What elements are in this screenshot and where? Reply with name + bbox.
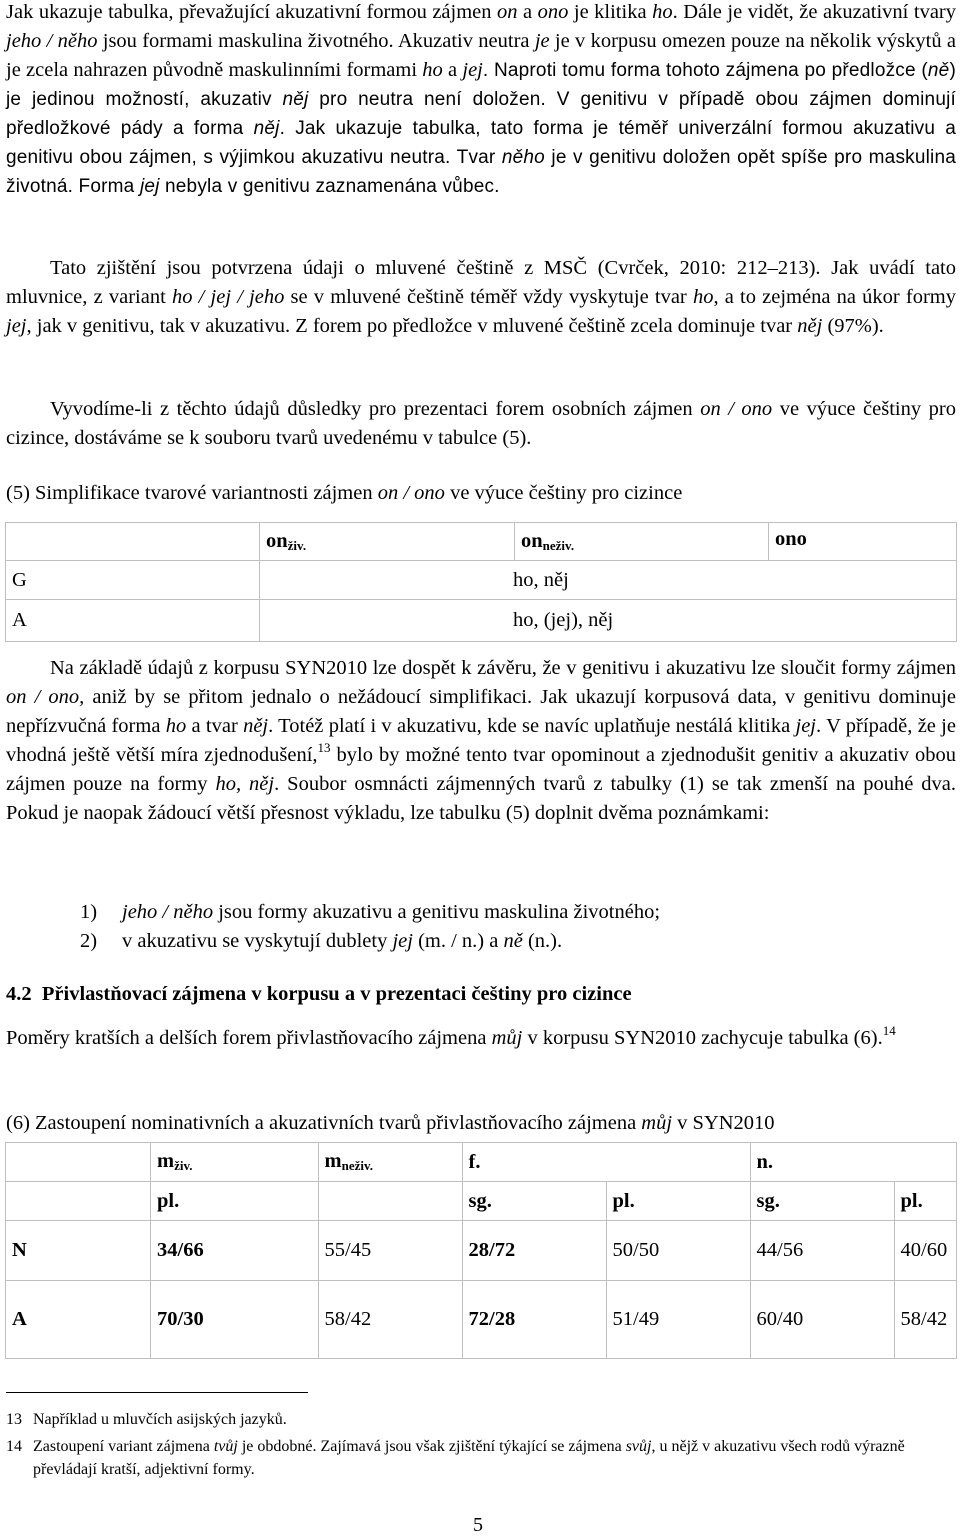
text: v korpusu SYN2010 zachycuje tabulka (6). xyxy=(522,1027,883,1049)
italic-term: můj xyxy=(491,1027,523,1049)
text: (6) Zastoupení nominativních a akuzativních tvarů přivlastňovacího zájmena xyxy=(6,1112,642,1134)
table-header-cell xyxy=(318,1182,462,1221)
text: . Naproti tomu forma tohoto zájmena po předložce ( xyxy=(482,60,928,81)
text: . V případě, že je vhodná ještě větší míra zjednodušení, xyxy=(6,715,956,766)
text: je v korpusu omezen pouze na několik výskytů a je zcela nahrazen původně maskulinními formami xyxy=(6,30,956,81)
table-corner-cell xyxy=(6,523,260,561)
list-item: 1) jeho / něho jsou formy akuzativu a genitivu maskulina životného; xyxy=(80,901,661,923)
table-cell: 58/42 xyxy=(318,1281,462,1359)
table-cell: 40/60 xyxy=(894,1221,956,1281)
table-cell: 34/66 xyxy=(151,1221,319,1281)
table-header-cell: $m_{živ.}$ xyxy=(151,1143,319,1182)
italic-term: jeho / něho xyxy=(6,30,98,52)
text: je klitika xyxy=(568,1,653,23)
text: . Jak ukazuje tabulka, tato forma je téměř univerzální formou akuzativu a genitivu obou zájmen, s výjimkou akuzativu neutra. Tvar xyxy=(6,118,957,168)
table-header-cell: f. xyxy=(462,1143,750,1182)
table-row-label: N xyxy=(6,1221,151,1281)
table-row-label: G xyxy=(6,561,260,600)
text: nebyla v genitivu zaznamenána vůbec. xyxy=(159,176,500,197)
text: se v mluvené češtině téměř vždy vyskytuje tvar xyxy=(284,286,693,308)
table-cell: 50/50 xyxy=(606,1221,750,1281)
text: je v genitivu doložen opět spíše pro maskulina životná. Forma xyxy=(6,147,956,197)
table-cell: 51/49 xyxy=(606,1281,750,1359)
table-header-cell: $m_{neživ.}$ xyxy=(318,1143,462,1182)
text: . Soubor osmnácti zájmenných tvarů z tabulky (1) se tak zmenší na pouhé dva. Pokud je naopak žádoucí větší přesnost výkladu, lze tabulku (5) doplnit dvěma poznámkami: xyxy=(6,773,957,824)
table-corner-cell xyxy=(6,1182,151,1221)
footnote-ref[interactable]: 13 xyxy=(317,740,331,755)
italic-term: on xyxy=(497,1,518,23)
paragraph-2 xyxy=(6,254,956,341)
table-6 xyxy=(5,1142,957,1359)
italic-term: on / ono xyxy=(377,482,445,504)
table-header-cell: n. xyxy=(750,1143,956,1182)
section-heading: 4.2 Přivlastňovací zájmena v korpusu a v prezentaci češtiny pro cizince xyxy=(6,983,632,1005)
paragraph-5 xyxy=(6,1024,956,1053)
table-cell: 58/42 xyxy=(894,1281,956,1359)
italic-term: něj xyxy=(797,315,823,337)
table-header-cell: pl. xyxy=(151,1182,319,1221)
table-cell: 70/30 xyxy=(151,1281,319,1359)
text: a xyxy=(442,59,463,81)
footnote-separator xyxy=(6,1392,308,1393)
footnote: 13 Například u mluvčích asijských jazyků. xyxy=(6,1411,287,1428)
italic-term: můj xyxy=(641,1112,673,1134)
italic-term: on / ono, xyxy=(6,686,85,708)
table-cell: 28/72 xyxy=(462,1221,606,1281)
text: Jak ukazuje tabulka, převažující akuzativní formou zájmen xyxy=(6,1,498,23)
paragraph-1 xyxy=(6,0,956,201)
table-cell: 44/56 xyxy=(750,1221,894,1281)
text: (97%). xyxy=(822,315,884,337)
text: (5) Simplifikace tvarové variantnosti zájmen xyxy=(6,482,378,504)
text: . Dále je vidět, že akuzativní tvary xyxy=(672,1,956,23)
italic-term: je xyxy=(534,30,550,52)
table-header-cell: $on_{živ.}$ xyxy=(260,523,515,561)
italic-term: něho xyxy=(501,147,545,168)
footnote: 14 Zastoupení variant zájmena tvůj je obdobné. Zajímavá jsou však zjištění týkající se zájmena svůj, u nějž v akuzativu všech rodů výrazně převládají kratší, adjektivní formy. xyxy=(6,1438,905,1478)
list-item: 2) v akuzativu se vyskytují dublety jej (m. / n.) a ně (n.). xyxy=(80,930,563,952)
text: pro neutra není doložen. V genitivu v případě obou zájmen dominují předložkové pády a forma xyxy=(6,89,956,139)
italic-term: ho / jej / jeho xyxy=(171,286,285,308)
italic-term: něj xyxy=(282,89,309,110)
text: ve výuce češtiny pro cizince, dostáváme se k souboru tvarů uvedenému v tabulce (5). xyxy=(6,398,956,449)
paragraph-3 xyxy=(6,395,956,453)
italic-term: ho xyxy=(165,715,187,737)
paragraph-4 xyxy=(6,654,956,828)
italic-term: ono xyxy=(537,1,569,23)
table-row-label: A xyxy=(6,1281,151,1359)
text: , jak v genitivu, tak v akuzativu. Z forem po předložce v mluvené češtině zcela dominuje tvar xyxy=(26,315,798,337)
table-cell: 60/40 xyxy=(750,1281,894,1359)
table-row-label: A xyxy=(6,600,260,642)
italic-term: on / ono xyxy=(700,398,773,420)
text: Poměry kratších a delších forem přivlastňovacího zájmena xyxy=(6,1027,492,1049)
italic-term: ho xyxy=(422,59,443,81)
table-corner-cell xyxy=(6,1143,151,1182)
text: a xyxy=(517,1,538,23)
table-cell: 55/45 xyxy=(318,1221,462,1281)
italic-term: ho xyxy=(652,1,673,23)
table-header-cell: pl. xyxy=(894,1182,956,1221)
table-header-cell: pl. xyxy=(606,1182,750,1221)
table-header-cell: $on_{neživ.}$ xyxy=(515,523,769,561)
italic-term: jej xyxy=(139,176,160,197)
table-6-caption xyxy=(6,1109,956,1138)
table-header-cell: sg. xyxy=(462,1182,606,1221)
italic-term: ho xyxy=(692,286,714,308)
text: Vyvodíme-li z těchto údajů důsledky pro prezentaci forem osobních zájmen xyxy=(50,398,701,420)
italic-term: jej xyxy=(795,715,817,737)
notes-list xyxy=(80,898,660,956)
text: a tvar xyxy=(186,715,244,737)
page-number: 5 xyxy=(473,1514,483,1536)
text: , a to zejména na úkor formy xyxy=(713,286,956,308)
italic-term: jej xyxy=(6,315,27,337)
text: . Totéž platí i v akuzativu, kde se navíc uplatňuje nestálá klitika xyxy=(268,715,796,737)
italic-term: ho, něj xyxy=(215,773,275,795)
text: aniž by se přitom jednalo o nežádoucí simplifikaci. Jak ukazují korpusová data, v genitivu dominuje nepřízvučná forma xyxy=(6,686,956,737)
italic-term: ně xyxy=(927,60,950,81)
footnote-ref[interactable]: 14 xyxy=(882,1023,896,1038)
italic-term: jej xyxy=(462,59,483,81)
text: ve výuce češtiny pro cizince xyxy=(444,482,683,504)
text: bylo by možné tento tvar opominout a zjednodušit genitiv a akuzativ obou zájmen pouze na formy xyxy=(6,744,956,795)
table-cell: 72/28 xyxy=(462,1281,606,1359)
text: Tato zjištění jsou potvrzena údaji o mluvené češtině z MSČ (Cvrček, 2010: 212–213). Jak uvádí tato mluvnice, z variant xyxy=(6,257,956,308)
italic-term: něj xyxy=(243,715,269,737)
table-5 xyxy=(5,522,957,642)
text: Na základě údajů z korpusu SYN2010 lze dospět k závěru, že v genitivu i akuzativu lze sloučit formy zájmen xyxy=(50,657,956,679)
table-cell: ho, něj xyxy=(260,561,957,600)
text: v SYN2010 xyxy=(672,1112,775,1134)
table-header-cell: sg. xyxy=(750,1182,894,1221)
text: ) je jedinou možností, akuzativ xyxy=(6,60,956,110)
italic-term: něj xyxy=(253,118,280,139)
table-header-cell: ono xyxy=(769,523,957,561)
text: jsou formami maskulina životného. Akuzativ neutra xyxy=(97,30,535,52)
table-cell: ho, (jej), něj xyxy=(260,600,957,642)
table-5-caption xyxy=(6,479,956,508)
